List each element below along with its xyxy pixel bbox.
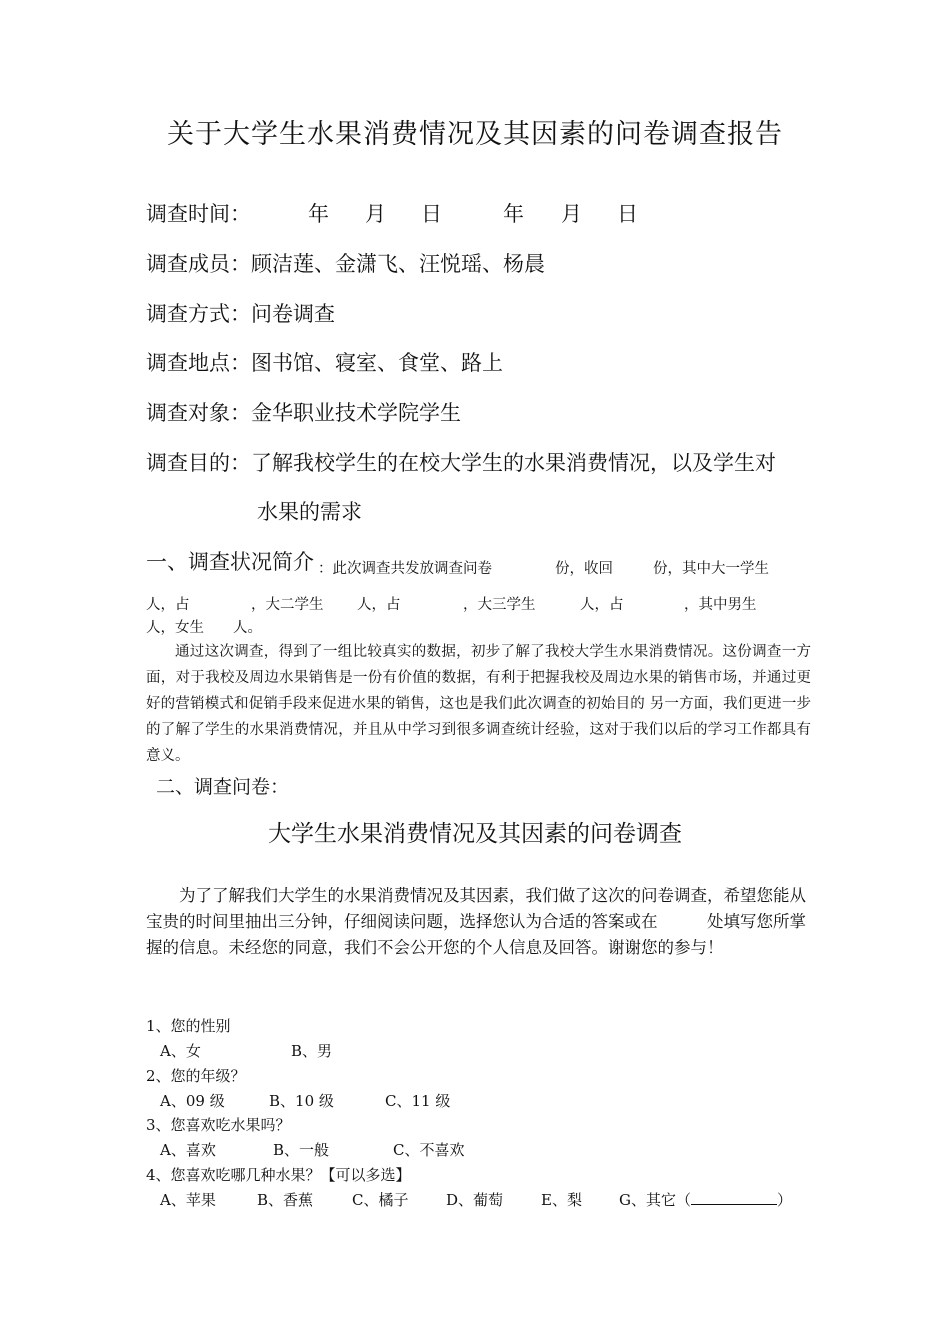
survey-place-label: 调查地点： — [146, 351, 251, 375]
survey-place-value: 图书馆、寝室、食堂、路上 — [251, 351, 503, 375]
survey-purpose-row — [146, 447, 776, 477]
q4-option-b[interactable]: B、香蕉 — [257, 1191, 314, 1209]
section1-line2-a: 人，占 — [146, 597, 190, 613]
survey-target-row — [146, 397, 461, 427]
q1-option-a[interactable]: A、女 — [160, 1042, 201, 1060]
survey-members-row — [146, 248, 545, 278]
section1-paragraph: 通过这次调查，得到了一组比较真实的数据，初步了解了我校大学生水果消费情况。这份调查一方面，对于我校及周边水果销售是一份有价值的数据，有利于把握我校及周边水果的销售市场，并通过更好的营销模式和促销手段来促进水果的销售，这也是我们此次调查的初始目的 另一方面，我们更进一步的了解了学生的水果消费情况，并且从中学习到很多调查统计经验，这对于我们以后的学习工作都具有意义。 — [146, 644, 811, 764]
section1-line3: 人，女生 人。 — [146, 620, 262, 636]
q3-option-c[interactable]: C、不喜欢 — [393, 1141, 465, 1159]
survey-time-label: 调查时间： — [146, 202, 251, 226]
date-year-end: 年 — [503, 202, 524, 226]
q2-option-c[interactable]: C、11 级 — [385, 1092, 451, 1110]
q2-option-b[interactable]: B、10 级 — [269, 1092, 334, 1110]
q2-option-a[interactable]: A、09 级 — [160, 1092, 225, 1110]
q4-option-g-label: G、其它（ — [619, 1191, 691, 1209]
survey-members-value: 顾洁莲、金潇飞、汪悦瑶、杨晨 — [251, 252, 545, 276]
q3-option-a[interactable]: A、喜欢 — [160, 1141, 216, 1159]
survey-purpose-value-line2: 水果的需求 — [257, 500, 362, 524]
survey-purpose-value-line1: 了解我校学生的在校大学生的水果消费情况，以及学生对 — [251, 451, 776, 475]
q4-option-e[interactable]: E、梨 — [541, 1191, 582, 1209]
section1-line2-b: ，大二学生 — [251, 597, 324, 613]
date-day-start: 日 — [421, 202, 442, 226]
q4-option-g-close: ） — [776, 1191, 792, 1209]
date-month-start: 月 — [365, 202, 386, 226]
report-title: 关于大学生水果消费情况及其因素的问卷调查报告 — [167, 119, 783, 150]
survey-method-value: 问卷调查 — [251, 302, 335, 326]
q4-option-g[interactable] — [619, 1189, 792, 1210]
survey-place-row — [146, 347, 503, 377]
survey-method-label: 调查方式： — [146, 302, 251, 326]
questionnaire-title: 大学生水果消费情况及其因素的问卷调查 — [268, 821, 682, 847]
section1-intro-c: 份，其中大一学生 — [653, 561, 769, 577]
question-1: 1、您的性别 — [146, 1017, 231, 1035]
section1-intro-b: 份，收回 — [555, 561, 613, 577]
survey-target-label: 调查对象： — [146, 401, 251, 425]
survey-members-label: 调查成员： — [146, 252, 251, 276]
q4-option-a[interactable]: A、苹果 — [160, 1191, 216, 1209]
section1-line2-c: 人，占 — [357, 597, 401, 613]
section1-intro-a: ：此次调查共发放调查问卷 — [318, 561, 492, 577]
q4-option-d[interactable]: D、葡萄 — [446, 1191, 504, 1209]
date-day-end: 日 — [617, 202, 638, 226]
survey-purpose-label: 调查目的： — [146, 451, 251, 475]
q4-other-blank[interactable] — [691, 1190, 777, 1205]
q4-option-c[interactable]: C、橘子 — [352, 1191, 409, 1209]
section1-line2-f: ，其中男生 — [684, 597, 757, 613]
question-2: 2、您的年级？ — [146, 1067, 246, 1085]
survey-date-range — [0, 198, 950, 228]
date-month-end: 月 — [561, 202, 582, 226]
section2-heading: 二、调查问卷： — [156, 776, 290, 798]
section1-line2-e: 人，占 — [580, 597, 624, 613]
question-4: 4、您喜欢吃哪几种水果？【可以多选】 — [146, 1166, 411, 1184]
survey-target-value: 金华职业技术学院学生 — [251, 401, 461, 425]
section1-heading: 一、调查状况简介 — [146, 550, 314, 574]
section1-line2-d: ，大三学生 — [463, 597, 536, 613]
questionnaire-intro: 为了了解我们大学生的水果消费情况及其因素，我们做了这次的问卷调查，希望您能从宝贵的时间里抽出三分钟，仔细阅读问题，选择您认为合适的答案或在 处填写您所掌握的信息。未经您的同意，我们不会公开您的个人信息及回答。谢谢您的参与！ — [146, 886, 806, 957]
question-3: 3、您喜欢吃水果吗？ — [146, 1116, 291, 1134]
survey-method-row — [146, 298, 335, 328]
date-year-start: 年 — [308, 202, 329, 226]
q1-option-b[interactable]: B、男 — [291, 1042, 333, 1060]
q3-option-b[interactable]: B、一般 — [273, 1141, 330, 1159]
